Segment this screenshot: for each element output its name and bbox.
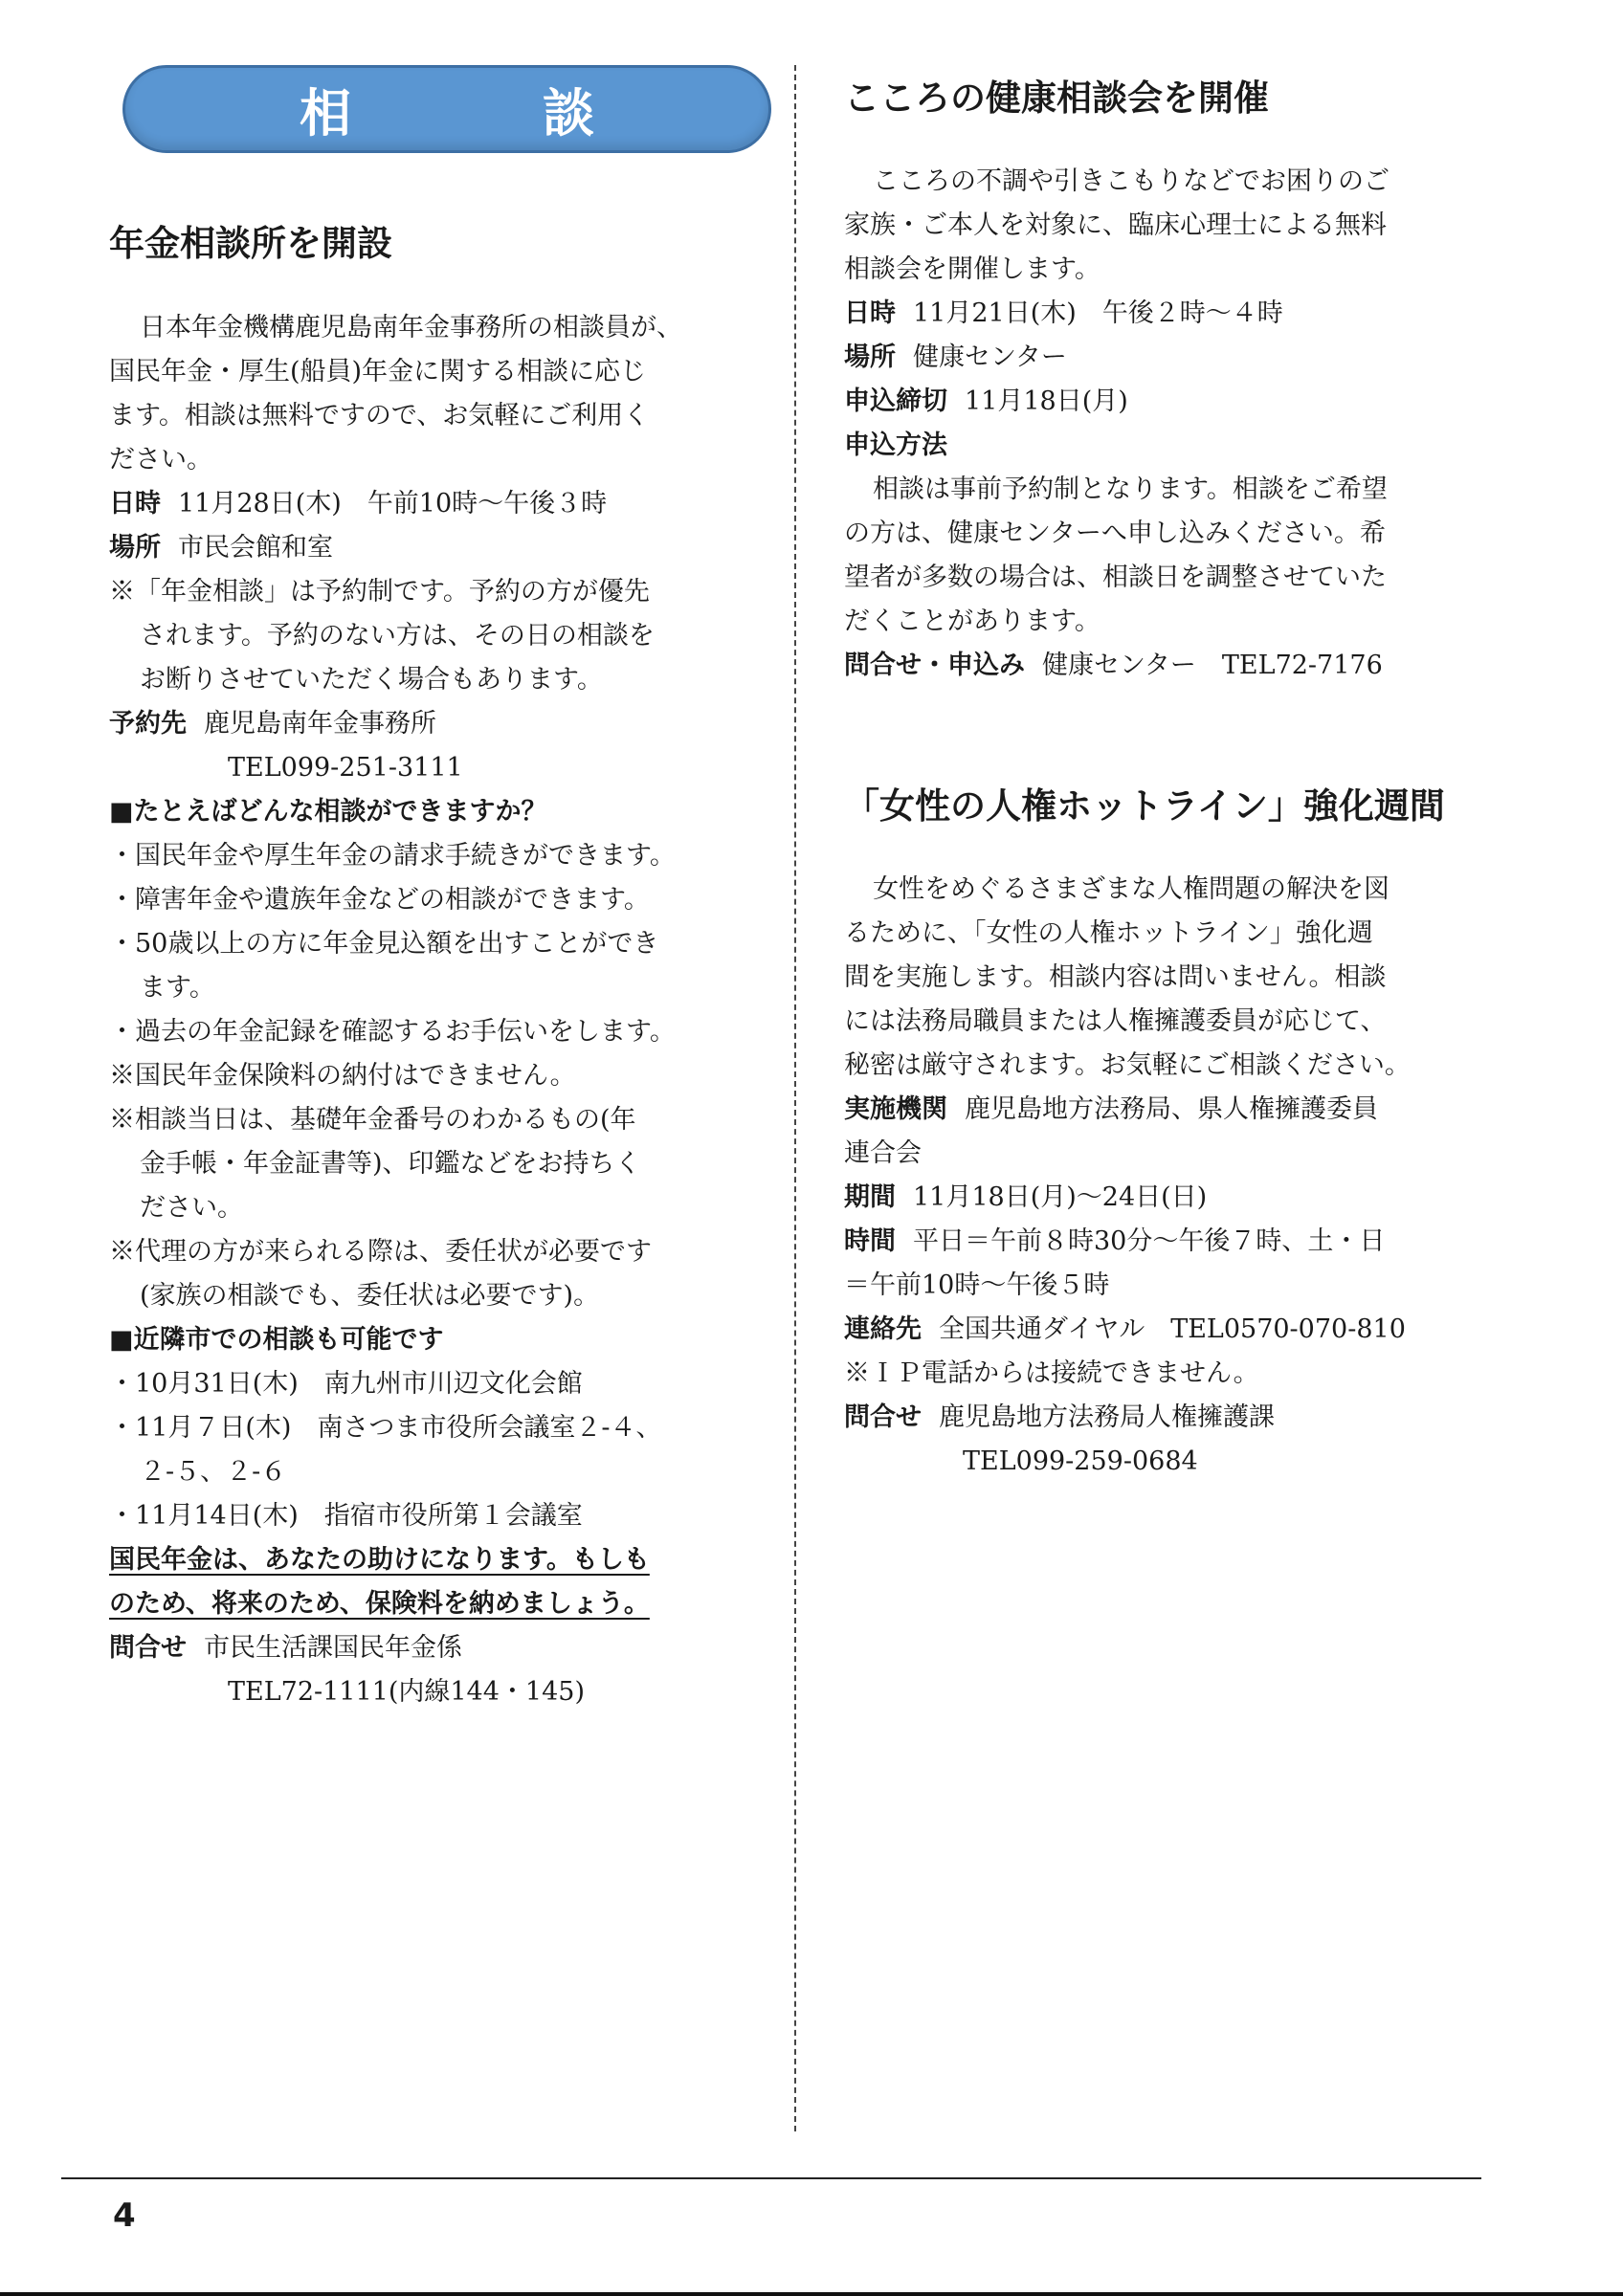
pension-section2-item: ・11月14日(木) 指宿市役所第１会議室	[109, 1501, 583, 1531]
mental-method-line: の方は、健康センターへ申し込みください。希	[844, 519, 1386, 548]
pension-intro-line: ます。相談は無料ですので、お気軽にご利用く	[109, 401, 650, 430]
mental-heading: こころの健康相談会を開催	[844, 77, 1269, 119]
hotline-contact	[844, 1313, 1406, 1347]
hotline-time-value2: ＝午前10時〜午後５時	[844, 1270, 1110, 1300]
hotline-inquiry-tel: TEL099-259-0684	[963, 1446, 1198, 1476]
mental-method-line: 望者が多数の場合は、相談日を調整させていた	[844, 563, 1387, 592]
mental-place-label: 場所	[844, 342, 896, 372]
hotline-heading: 「女性の人権ホットライン」強化週間	[844, 785, 1445, 827]
hotline-note: ※ＩＰ電話からは接続できません。	[844, 1358, 1259, 1388]
pension-note3-line: ださい。	[140, 1193, 243, 1223]
hotline-org-value2: 連合会	[844, 1138, 922, 1168]
pension-date	[109, 487, 607, 521]
hotline-intro-line: 秘密は厳守されます。お気軽にご相談ください。	[844, 1050, 1411, 1080]
footer-rule	[61, 2177, 1481, 2179]
pension-section2-title: ■近隣市での相談も可能です	[109, 1325, 444, 1355]
mental-contact-value: 健康センター TEL72-7176	[1042, 651, 1383, 680]
pension-section1-title: ■たとえばどんな相談ができますか？	[109, 797, 547, 827]
hotline-intro-line: 間を実施します。相談内容は問いません。相談	[844, 962, 1387, 992]
hotline-inquiry-value: 鹿児島地方法務局人権擁護課	[939, 1402, 1275, 1432]
section-banner	[122, 65, 786, 153]
pension-note3-line: ※相談当日は、基礎年金番号のわかるもの(年	[109, 1105, 636, 1135]
pension-section2-item: ・11月７日(木) 南さつま市役所会議室２-４、	[109, 1413, 662, 1443]
page-number: 4	[113, 2197, 136, 2235]
hotline-period	[844, 1181, 1207, 1215]
pension-section2-item: ２-５、２-６	[140, 1457, 287, 1487]
hotline-time	[844, 1225, 1385, 1259]
banner-title: 相談	[300, 82, 786, 144]
pension-date-value: 11月28日(木) 午前10時〜午後３時	[178, 489, 608, 519]
mental-method-label: 申込方法	[844, 430, 947, 460]
pension-note3-line: 金手帳・年金証書等)、印鑑などをお持ちく	[140, 1149, 641, 1179]
pension-place-label: 場所	[109, 533, 161, 563]
pension-contact-value: 市民生活課国民年金係	[204, 1633, 462, 1663]
bottom-edge-bar	[0, 2292, 1623, 2296]
pension-contact-tel: TEL72-1111(内線144・145)	[228, 1677, 585, 1707]
mental-contact	[844, 649, 1383, 683]
hotline-inquiry	[844, 1401, 1275, 1435]
pension-date-label: 日時	[109, 489, 161, 519]
pension-section2-item: ・10月31日(木) 南九州市川辺文化会館	[109, 1369, 583, 1399]
mental-deadline-value: 11月18日(月)	[965, 386, 1128, 416]
mental-intro-line: 相談会を開催します。	[844, 254, 1101, 284]
pension-contact-label: 問合せ	[109, 1633, 187, 1663]
pension-reserve-value: 鹿児島南年金事務所	[204, 709, 436, 739]
mental-method-line: 相談は事前予約制となります。相談をご希望	[873, 475, 1388, 504]
hotline-intro-line: には法務局職員または人権擁護委員が応じて、	[844, 1006, 1387, 1036]
pension-intro-line: 国民年金・厚生(船員)年金に関する相談に応じ	[109, 357, 647, 386]
mental-deadline	[844, 385, 1128, 419]
pension-reserve	[109, 707, 436, 741]
mental-method-line: だくことがあります。	[844, 607, 1101, 636]
mental-date-value: 11月21日(木) 午後２時〜４時	[913, 298, 1283, 328]
pension-heading: 年金相談所を開設	[109, 223, 392, 264]
pension-note4-line: (家族の相談でも、委任状は必要です)。	[140, 1281, 600, 1311]
hotline-intro-line: 女性をめぐるさまざまな人権問題の解決を図	[873, 874, 1390, 904]
pension-reserve-label: 予約先	[109, 709, 187, 739]
pension-note1-line: ※「年金相談」は予約制です。予約の方が優先	[109, 577, 650, 607]
hotline-period-value: 11月18日(月)〜24日(日)	[913, 1182, 1208, 1212]
hotline-time-value: 平日＝午前８時30分〜午後７時、土・日	[913, 1226, 1386, 1256]
hotline-contact-value: 全国共通ダイヤル TEL0570-070-810	[939, 1314, 1406, 1344]
pension-note1-line: されます。予約のない方は、その日の相談を	[140, 621, 655, 651]
hotline-org	[844, 1093, 1378, 1127]
pension-emphasis-line: のため、将来のため、保険料を納めましょう。	[109, 1589, 650, 1619]
hotline-org-label: 実施機関	[844, 1094, 947, 1124]
mental-place	[844, 341, 1067, 375]
pension-note1-line: お断りさせていただく場合もあります。	[140, 665, 603, 695]
mental-place-value: 健康センター	[913, 342, 1067, 372]
pension-section1-item: ・障害年金や遺族年金などの相談ができます。	[109, 885, 650, 915]
mental-intro-line: こころの不調や引きこもりなどでお困りのご	[873, 166, 1390, 196]
hotline-inquiry-label: 問合せ	[844, 1402, 922, 1432]
hotline-org-value: 鹿児島地方法務局、県人権擁護委員	[965, 1094, 1378, 1124]
pension-contact	[109, 1631, 462, 1666]
hotline-time-label: 時間	[844, 1226, 896, 1256]
mental-date-label: 日時	[844, 298, 896, 328]
pension-place-value: 市民会館和室	[178, 533, 333, 563]
mental-contact-label: 問合せ・申込み	[844, 651, 1025, 680]
column-divider	[794, 65, 796, 2131]
pension-emphasis-line: 国民年金は、あなたの助けになります。もしも	[109, 1545, 650, 1575]
pension-section1-item: ・過去の年金記録を確認するお手伝いをします。	[109, 1017, 676, 1047]
pension-note2: ※国民年金保険料の納付はできません。	[109, 1061, 576, 1091]
pension-section1-item: ・50歳以上の方に年金見込額を出すことができ	[109, 929, 659, 959]
hotline-intro-line: るために、「女性の人権ホットライン」強化週	[844, 918, 1373, 948]
pension-section1-item: ます。	[140, 973, 215, 1003]
pension-intro-line: 日本年金機構鹿児島南年金事務所の相談員が、	[140, 313, 682, 342]
pension-section1-item: ・国民年金や厚生年金の請求手続きができます。	[109, 841, 676, 871]
pension-note4-line: ※代理の方が来られる際は、委任状が必要です	[109, 1237, 652, 1267]
pension-intro-line: ださい。	[109, 445, 212, 475]
mental-intro-line: 家族・ご本人を対象に、臨床心理士による無料	[844, 210, 1387, 240]
pension-place	[109, 531, 333, 565]
mental-deadline-label: 申込締切	[844, 386, 947, 416]
hotline-contact-label: 連絡先	[844, 1314, 922, 1344]
mental-date	[844, 297, 1283, 331]
pension-reserve-tel: TEL099-251-3111	[228, 753, 463, 783]
hotline-period-label: 期間	[844, 1182, 896, 1212]
